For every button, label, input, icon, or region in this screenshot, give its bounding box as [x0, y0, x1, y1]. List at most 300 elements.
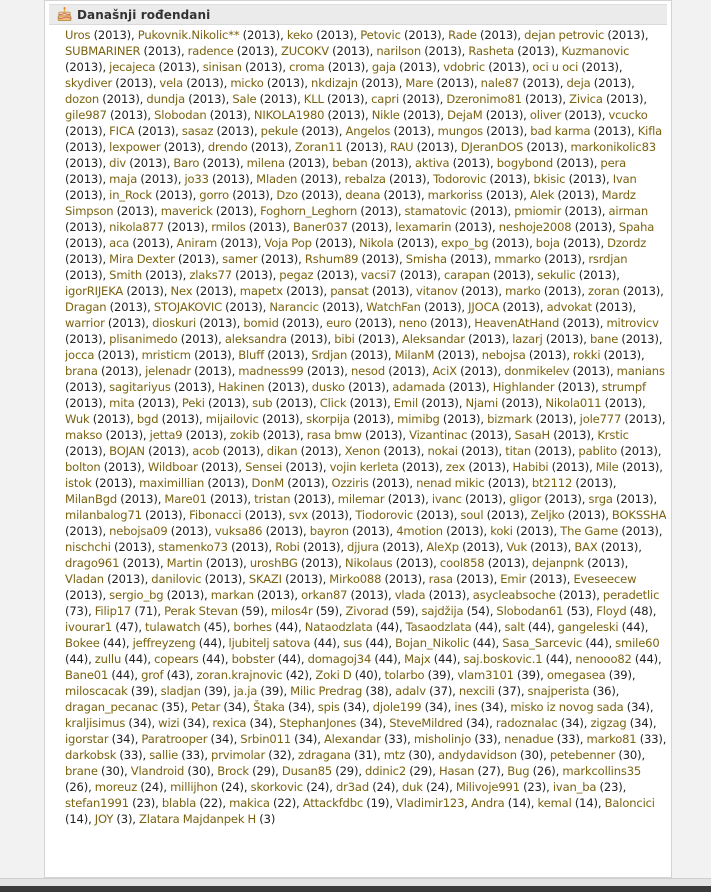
birthday-user-link[interactable]: Emil	[393, 397, 419, 410]
birthday-user-link[interactable]: Smith	[109, 269, 142, 282]
birthday-user-link[interactable]: maverick	[160, 205, 213, 218]
birthday-user-link[interactable]: Filip17	[94, 605, 132, 618]
birthday-user-link[interactable]: Bojan_Nikolic	[395, 637, 470, 650]
birthday-user-link[interactable]: NIKOLA1980	[253, 109, 325, 122]
birthday-user-link[interactable]: donmikelev	[504, 365, 570, 378]
birthday-user-link[interactable]: adamada	[392, 381, 446, 394]
birthday-user-link[interactable]: Alexandar	[323, 733, 381, 746]
birthday-user-link[interactable]: moreuz	[94, 781, 138, 794]
birthday-user-link[interactable]: markoriss	[427, 189, 483, 202]
birthday-user-link[interactable]: dozon	[65, 93, 100, 106]
birthday-user-link[interactable]: airman	[608, 205, 649, 218]
birthday-user-link[interactable]: mristicm	[141, 349, 191, 362]
birthday-user-link[interactable]: Mirko088	[329, 573, 382, 586]
birthday-user-link[interactable]: ivourar1	[65, 621, 113, 634]
birthday-user-link[interactable]: koki	[490, 525, 513, 538]
birthday-user-link[interactable]: rasa bmw	[306, 429, 362, 442]
birthday-user-link[interactable]: vlam3101	[457, 669, 514, 682]
birthday-user-link[interactable]: peradetlic	[602, 589, 660, 602]
birthday-user-link[interactable]: jole777	[579, 413, 622, 426]
birthday-user-link[interactable]: Spaha	[618, 221, 655, 234]
birthday-user-link[interactable]: Highlander	[492, 381, 555, 394]
birthday-user-link[interactable]: nokai	[427, 445, 458, 458]
birthday-user-link[interactable]: 4motion	[396, 525, 443, 538]
birthday-user-link[interactable]: rexica	[212, 717, 247, 730]
birthday-user-link[interactable]: Rshum89	[304, 253, 359, 266]
birthday-user-link[interactable]: AciX	[432, 365, 457, 378]
birthday-user-link[interactable]: euro	[326, 317, 352, 330]
birthday-user-link[interactable]: Kuzmanovic	[561, 45, 630, 58]
birthday-user-link[interactable]: Njami	[465, 397, 499, 410]
birthday-user-link[interactable]: jetta9	[149, 429, 183, 442]
birthday-user-link[interactable]: manians	[616, 365, 665, 378]
birthday-user-link[interactable]: Paratrooper	[141, 733, 208, 746]
birthday-user-link[interactable]: dikan	[266, 445, 298, 458]
birthday-user-link[interactable]: titan	[505, 445, 532, 458]
birthday-user-link[interactable]: Bluff	[238, 349, 265, 362]
birthday-user-link[interactable]: Alek	[529, 189, 555, 202]
birthday-user-link[interactable]: Brock	[217, 765, 249, 778]
birthday-user-link[interactable]: Rade	[448, 29, 477, 42]
birthday-user-link[interactable]: StephanJones	[279, 717, 357, 730]
birthday-user-link[interactable]: Vladan	[65, 573, 104, 586]
birthday-user-link[interactable]: drendo	[207, 141, 248, 154]
birthday-user-link[interactable]: andydavidson	[438, 749, 517, 762]
birthday-user-link[interactable]: deja	[566, 77, 591, 90]
birthday-user-link[interactable]: BOJAN	[109, 445, 145, 458]
birthday-user-link[interactable]: brane	[65, 765, 98, 778]
birthday-user-link[interactable]: Xenon	[344, 445, 381, 458]
birthday-user-link[interactable]: zigzag	[590, 717, 627, 730]
birthday-user-link[interactable]: stamenko73	[158, 541, 228, 554]
birthday-user-link[interactable]: Attackfdbc	[302, 797, 364, 810]
birthday-user-link[interactable]: div	[109, 157, 127, 170]
birthday-user-link[interactable]: Mardz Simpson	[65, 189, 636, 218]
birthday-user-link[interactable]: Eveseecew	[573, 573, 637, 586]
birthday-user-link[interactable]: radence	[187, 45, 234, 58]
birthday-user-link[interactable]: zoran.krajnovic	[196, 669, 283, 682]
birthday-user-link[interactable]: sergio_bg	[109, 589, 164, 602]
birthday-user-link[interactable]: Dzordz	[607, 237, 647, 250]
birthday-user-link[interactable]: keko	[286, 29, 313, 42]
birthday-user-link[interactable]: Baloncici	[604, 797, 655, 810]
birthday-user-link[interactable]: SKAZI	[248, 573, 282, 586]
birthday-user-link[interactable]: marko	[505, 285, 541, 298]
birthday-user-link[interactable]: bizmark	[487, 413, 533, 426]
birthday-user-link[interactable]: Petar	[190, 701, 221, 714]
birthday-user-link[interactable]: gligor	[509, 493, 542, 506]
birthday-user-link[interactable]: nenooo82	[575, 653, 632, 666]
birthday-user-link[interactable]: vacsi7	[360, 269, 397, 282]
birthday-user-link[interactable]: Voja Pop	[264, 237, 312, 250]
birthday-user-link[interactable]: omegasea	[546, 669, 606, 682]
birthday-user-link[interactable]: spis	[317, 701, 340, 714]
birthday-user-link[interactable]: mitrovicv	[606, 317, 659, 330]
birthday-user-link[interactable]: ZUCOKV	[280, 45, 329, 58]
birthday-user-link[interactable]: ines	[454, 701, 478, 714]
birthday-user-link[interactable]: dr3ad	[335, 781, 370, 794]
birthday-user-link[interactable]: Srdjan	[311, 349, 348, 362]
birthday-user-link[interactable]: Wuk	[65, 413, 90, 426]
birthday-user-link[interactable]: Milic Predrag	[290, 685, 363, 698]
birthday-user-link[interactable]: stefan1991	[65, 797, 129, 810]
birthday-user-link[interactable]: bad karma	[530, 125, 591, 138]
birthday-user-link[interactable]: madness99	[238, 365, 304, 378]
birthday-user-link[interactable]: Nikola	[359, 237, 394, 250]
birthday-user-link[interactable]: Vuk	[506, 541, 527, 554]
birthday-user-link[interactable]: BAX	[574, 541, 598, 554]
birthday-user-link[interactable]: Zoki D	[315, 669, 352, 682]
birthday-user-link[interactable]: nikola877	[109, 221, 164, 234]
birthday-user-link[interactable]: skorpija	[306, 413, 350, 426]
birthday-user-link[interactable]: zokib	[229, 429, 260, 442]
birthday-user-link[interactable]: nkdizajn	[311, 77, 358, 90]
birthday-user-link[interactable]: Emir	[500, 573, 527, 586]
birthday-user-link[interactable]: jecajeca	[109, 61, 156, 74]
birthday-user-link[interactable]: Smisha	[405, 253, 447, 266]
birthday-user-link[interactable]: domagoj34	[307, 653, 372, 666]
birthday-user-link[interactable]: mita	[109, 397, 135, 410]
birthday-user-link[interactable]: djjura	[347, 541, 379, 554]
birthday-user-link[interactable]: Perak Stevan	[164, 605, 238, 618]
birthday-user-link[interactable]: makica	[229, 797, 270, 810]
birthday-user-link[interactable]: sus	[343, 637, 363, 650]
birthday-user-link[interactable]: sajdžija	[421, 605, 464, 618]
birthday-user-link[interactable]: marko81	[586, 733, 637, 746]
birthday-user-link[interactable]: bane	[590, 333, 619, 346]
birthday-user-link[interactable]: brana	[65, 365, 98, 378]
birthday-user-link[interactable]: cool858	[439, 557, 485, 570]
birthday-user-link[interactable]: blabla	[161, 797, 197, 810]
birthday-user-link[interactable]: nischchi	[65, 541, 111, 554]
birthday-user-link[interactable]: gaja	[371, 61, 396, 74]
birthday-user-link[interactable]: grof	[141, 669, 164, 682]
birthday-user-link[interactable]: Tiodorovic	[355, 509, 414, 522]
birthday-user-link[interactable]: SUBMARINER	[65, 45, 141, 58]
birthday-user-link[interactable]: capri	[371, 93, 400, 106]
birthday-user-link[interactable]: jocca	[65, 349, 95, 362]
birthday-user-link[interactable]: Aniram	[176, 237, 218, 250]
birthday-user-link[interactable]: Floyd	[596, 605, 627, 618]
birthday-user-link[interactable]: borhes	[233, 621, 272, 634]
birthday-user-link[interactable]: Hasan	[438, 765, 475, 778]
birthday-user-link[interactable]: jelenadr	[145, 365, 191, 378]
birthday-user-link[interactable]: tristan	[254, 493, 291, 506]
birthday-user-link[interactable]: Majx	[404, 653, 431, 666]
birthday-user-link[interactable]: Mare01	[164, 493, 207, 506]
birthday-user-link[interactable]: vlada	[394, 589, 426, 602]
birthday-user-link[interactable]: pera	[600, 157, 627, 170]
birthday-user-link[interactable]: DejaM	[447, 109, 483, 122]
birthday-user-link[interactable]: beban	[332, 157, 368, 170]
birthday-user-link[interactable]: RAU	[389, 141, 414, 154]
birthday-user-link[interactable]: dejan petrovic	[524, 29, 605, 42]
birthday-user-link[interactable]: lexpower	[109, 141, 161, 154]
birthday-user-link[interactable]: bobster	[231, 653, 275, 666]
birthday-user-link[interactable]: makso	[65, 429, 103, 442]
birthday-user-link[interactable]: millijhon	[170, 781, 218, 794]
birthday-user-link[interactable]: Tasaodzlata	[405, 621, 472, 634]
birthday-user-link[interactable]: bayron	[309, 525, 349, 538]
birthday-user-link[interactable]: rsrdjan	[588, 253, 628, 266]
birthday-user-link[interactable]: milos4r	[270, 605, 313, 618]
birthday-user-link[interactable]: The Game	[560, 525, 619, 538]
birthday-user-link[interactable]: nexcili	[458, 685, 495, 698]
birthday-user-link[interactable]: petebenner	[549, 749, 616, 762]
birthday-user-link[interactable]: Nataodzlata	[304, 621, 373, 634]
birthday-user-link[interactable]: adalv	[395, 685, 426, 698]
birthday-user-link[interactable]: bt2112	[531, 477, 573, 490]
birthday-user-link[interactable]: nenad mikic	[416, 477, 485, 490]
birthday-user-link[interactable]: bibi	[334, 333, 355, 346]
birthday-user-link[interactable]: bgd	[136, 413, 159, 426]
birthday-user-link[interactable]: radoznalac	[495, 717, 558, 730]
birthday-user-link[interactable]: sekulic	[537, 269, 576, 282]
birthday-user-link[interactable]: zullu	[94, 653, 122, 666]
birthday-user-link[interactable]: maja	[109, 173, 138, 186]
birthday-user-link[interactable]: DonM	[251, 477, 285, 490]
birthday-user-link[interactable]: sallie	[149, 749, 179, 762]
birthday-user-link[interactable]: aktiva	[414, 157, 450, 170]
birthday-user-link[interactable]: oci u oci	[532, 61, 579, 74]
birthday-user-link[interactable]: AleXp	[426, 541, 459, 554]
birthday-user-link[interactable]: Vlandroid	[130, 765, 185, 778]
birthday-user-link[interactable]: bolton	[65, 461, 101, 474]
birthday-user-link[interactable]: stamatovic	[404, 205, 467, 218]
birthday-user-link[interactable]: zlaks77	[189, 269, 232, 282]
birthday-user-link[interactable]: milemar	[337, 493, 385, 506]
birthday-user-link[interactable]: pegaz	[279, 269, 314, 282]
birthday-user-link[interactable]: ivan_ba	[552, 781, 597, 794]
birthday-user-link[interactable]: vcucko	[608, 109, 648, 122]
birthday-user-link[interactable]: bomid	[243, 317, 279, 330]
birthday-user-link[interactable]: sub	[252, 397, 273, 410]
birthday-user-link[interactable]: Sale	[232, 93, 257, 106]
birthday-user-link[interactable]: FICA	[109, 125, 135, 138]
birthday-user-link[interactable]: Baner037	[292, 221, 348, 234]
birthday-user-link[interactable]: gorro	[199, 189, 229, 202]
birthday-user-link[interactable]: Todorovic	[433, 173, 487, 186]
birthday-user-link[interactable]: Angelos	[345, 125, 391, 138]
birthday-user-link[interactable]: Bug	[507, 765, 530, 778]
birthday-user-link[interactable]: duk	[401, 781, 423, 794]
birthday-user-link[interactable]: Zoran11	[294, 141, 343, 154]
birthday-user-link[interactable]: dejanpnk	[531, 557, 584, 570]
birthday-user-link[interactable]: nale87	[480, 77, 520, 90]
birthday-user-link[interactable]: rmilos	[211, 221, 246, 234]
birthday-user-link[interactable]: tulawatch	[145, 621, 201, 634]
birthday-user-link[interactable]: nebojsa	[481, 349, 526, 362]
birthday-user-link[interactable]: igorstar	[65, 733, 109, 746]
birthday-user-link[interactable]: nesod	[350, 365, 386, 378]
birthday-user-link[interactable]: salt	[504, 621, 525, 634]
birthday-user-link[interactable]: Andra	[470, 797, 505, 810]
birthday-user-link[interactable]: WatchFan	[366, 301, 421, 314]
birthday-user-link[interactable]: Mladen	[256, 173, 298, 186]
birthday-user-link[interactable]: srga	[588, 493, 613, 506]
birthday-user-link[interactable]: Slobodan	[154, 109, 207, 122]
birthday-user-link[interactable]: markonikolic83	[570, 141, 656, 154]
birthday-user-link[interactable]: Bane01	[65, 669, 109, 682]
birthday-user-link[interactable]: Bokee	[65, 637, 100, 650]
birthday-user-link[interactable]: jeffreyzeng	[132, 637, 196, 650]
birthday-user-link[interactable]: MilanBgd	[65, 493, 118, 506]
birthday-user-link[interactable]: kraljisimus	[65, 717, 126, 730]
birthday-user-link[interactable]: gangeleski	[557, 621, 619, 634]
birthday-user-link[interactable]: deana	[345, 189, 381, 202]
birthday-user-link[interactable]: plisanimedo	[109, 333, 178, 346]
birthday-user-link[interactable]: sasaz	[181, 125, 214, 138]
birthday-user-link[interactable]: Srbin011	[240, 733, 291, 746]
birthday-user-link[interactable]: neno	[398, 317, 427, 330]
birthday-user-link[interactable]: dioskuri	[152, 317, 197, 330]
birthday-user-link[interactable]: KLL	[303, 93, 324, 106]
birthday-user-link[interactable]: DJeranDOS	[460, 141, 524, 154]
birthday-user-link[interactable]: samer	[222, 253, 258, 266]
birthday-user-link[interactable]: skorkovic	[250, 781, 303, 794]
birthday-user-link[interactable]: orkan87	[301, 589, 348, 602]
birthday-user-link[interactable]: darkobsk	[65, 749, 117, 762]
birthday-user-link[interactable]: asycleabsoche	[472, 589, 556, 602]
birthday-user-link[interactable]: milena	[246, 157, 285, 170]
birthday-user-link[interactable]: mimibg	[397, 413, 440, 426]
birthday-user-link[interactable]: Nikle	[371, 109, 400, 122]
birthday-user-link[interactable]: Martin	[166, 557, 203, 570]
birthday-user-link[interactable]: zex	[445, 461, 466, 474]
birthday-user-link[interactable]: ljubitelj satova	[228, 637, 311, 650]
birthday-user-link[interactable]: narilson	[376, 45, 421, 58]
birthday-user-link[interactable]: Robi	[275, 541, 300, 554]
birthday-user-link[interactable]: sagitariyus	[109, 381, 171, 394]
birthday-user-link[interactable]: Peki	[181, 397, 205, 410]
birthday-user-link[interactable]: Petovic	[360, 29, 401, 42]
birthday-user-link[interactable]: in_Rock	[109, 189, 152, 202]
birthday-user-link[interactable]: miloscacak	[65, 685, 128, 698]
birthday-user-link[interactable]: pansat	[330, 285, 369, 298]
birthday-user-link[interactable]: croma	[289, 61, 325, 74]
birthday-user-link[interactable]: dragan_pecanac	[65, 701, 158, 714]
birthday-user-link[interactable]: djole199	[372, 701, 422, 714]
birthday-user-link[interactable]: SasaH	[514, 429, 551, 442]
birthday-user-link[interactable]: Pukovnik.Nikolic**	[137, 29, 240, 42]
birthday-user-link[interactable]: Aleksandar	[402, 333, 465, 346]
birthday-user-link[interactable]: Narancic	[269, 301, 319, 314]
birthday-user-link[interactable]: dundja	[146, 93, 186, 106]
birthday-user-link[interactable]: Zeljko	[530, 509, 565, 522]
birthday-user-link[interactable]: expo_bg	[440, 237, 489, 250]
birthday-user-link[interactable]: bkisic	[533, 173, 566, 186]
birthday-user-link[interactable]: Nex	[170, 285, 193, 298]
birthday-user-link[interactable]: lazarj	[512, 333, 543, 346]
birthday-user-link[interactable]: Rasheta	[468, 45, 515, 58]
birthday-user-link[interactable]: istok	[65, 477, 92, 490]
birthday-user-link[interactable]: Nikolaus	[345, 557, 393, 570]
birthday-user-link[interactable]: pekule	[260, 125, 299, 138]
birthday-user-link[interactable]: milanbalog71	[65, 509, 142, 522]
birthday-user-link[interactable]: Vizantinac	[409, 429, 468, 442]
birthday-user-link[interactable]: rasa	[428, 573, 453, 586]
birthday-user-link[interactable]: nenadue	[504, 733, 554, 746]
birthday-user-link[interactable]: smile60	[615, 637, 660, 650]
birthday-user-link[interactable]: tolarbo	[384, 669, 425, 682]
birthday-user-link[interactable]: Habibi	[512, 461, 549, 474]
birthday-user-link[interactable]: svx	[288, 509, 309, 522]
birthday-user-link[interactable]: JOY	[94, 813, 114, 826]
birthday-user-link[interactable]: Sensei	[245, 461, 283, 474]
birthday-user-link[interactable]: nebojsa09	[109, 525, 168, 538]
birthday-user-link[interactable]: Dzo	[276, 189, 298, 202]
birthday-user-link[interactable]: Mile	[595, 461, 619, 474]
birthday-user-link[interactable]: saj.boskovic.1	[463, 653, 543, 666]
birthday-user-link[interactable]: Kifla	[637, 125, 663, 138]
birthday-user-link[interactable]: Zivorad	[345, 605, 389, 618]
birthday-user-link[interactable]: carapan	[443, 269, 490, 282]
birthday-user-link[interactable]: Ozziris	[331, 477, 369, 490]
birthday-user-link[interactable]: BOKSSHA	[611, 509, 666, 522]
birthday-user-link[interactable]: soul	[460, 509, 484, 522]
birthday-user-link[interactable]: SteveMildred	[389, 717, 463, 730]
birthday-user-link[interactable]: zdragana	[298, 749, 351, 762]
birthday-user-link[interactable]: Krstic	[597, 429, 629, 442]
birthday-user-link[interactable]: jo33	[184, 173, 209, 186]
birthday-user-link[interactable]: copears	[154, 653, 199, 666]
birthday-user-link[interactable]: misko iz novog sada	[510, 701, 624, 714]
birthday-user-link[interactable]: Ivan	[612, 173, 637, 186]
birthday-user-link[interactable]: vdobric	[443, 61, 486, 74]
birthday-user-link[interactable]: zoran	[588, 285, 620, 298]
birthday-user-link[interactable]: uroshBG	[249, 557, 298, 570]
birthday-user-link[interactable]: rokki	[573, 349, 601, 362]
birthday-user-link[interactable]: oliver	[529, 109, 562, 122]
birthday-user-link[interactable]: igorRIJEKA	[65, 285, 124, 298]
birthday-user-link[interactable]: Vladimir123	[396, 797, 465, 810]
birthday-user-link[interactable]: Mira Dexter	[109, 253, 175, 266]
birthday-user-link[interactable]: misholinjo	[413, 733, 472, 746]
birthday-user-link[interactable]: mapetx	[239, 285, 283, 298]
birthday-user-link[interactable]: Zlatara Majdanpek H	[139, 813, 257, 826]
birthday-user-link[interactable]: ivanc	[431, 493, 462, 506]
birthday-user-link[interactable]: Dragan	[65, 301, 107, 314]
birthday-user-link[interactable]: MilanM	[394, 349, 435, 362]
birthday-user-link[interactable]: Uros	[65, 29, 91, 42]
birthday-user-link[interactable]: mmarko	[494, 253, 541, 266]
birthday-user-link[interactable]: ja.ja	[233, 685, 258, 698]
birthday-user-link[interactable]: strumpf	[601, 381, 646, 394]
birthday-user-link[interactable]: markan	[210, 589, 254, 602]
birthday-user-link[interactable]: danilovic	[151, 573, 202, 586]
birthday-user-link[interactable]: prvimolar	[211, 749, 266, 762]
birthday-user-link[interactable]: mungos	[437, 125, 483, 138]
birthday-user-link[interactable]: lexamarin	[395, 221, 452, 234]
birthday-user-link[interactable]: Nikola011	[545, 397, 602, 410]
birthday-user-link[interactable]: Wildboar	[147, 461, 198, 474]
birthday-user-link[interactable]: Dusan85	[281, 765, 333, 778]
birthday-user-link[interactable]: pmiomir	[514, 205, 562, 218]
birthday-user-link[interactable]: Baro	[173, 157, 200, 170]
birthday-user-link[interactable]: sladjan	[160, 685, 201, 698]
birthday-user-link[interactable]: rebalza	[344, 173, 386, 186]
birthday-user-link[interactable]: Milivoje991	[455, 781, 520, 794]
birthday-user-link[interactable]: Sasa_Sarcevic	[502, 637, 583, 650]
birthday-user-link[interactable]: vela	[159, 77, 183, 90]
birthday-user-link[interactable]: vuksa86	[214, 525, 263, 538]
birthday-user-link[interactable]: Dzeronimo81	[446, 93, 522, 106]
birthday-user-link[interactable]: drago961	[65, 557, 120, 570]
birthday-user-link[interactable]: Slobodan61	[496, 605, 564, 618]
birthday-user-link[interactable]: micko	[230, 77, 264, 90]
birthday-user-link[interactable]: skydiver	[65, 77, 113, 90]
birthday-user-link[interactable]: kemal	[537, 797, 572, 810]
